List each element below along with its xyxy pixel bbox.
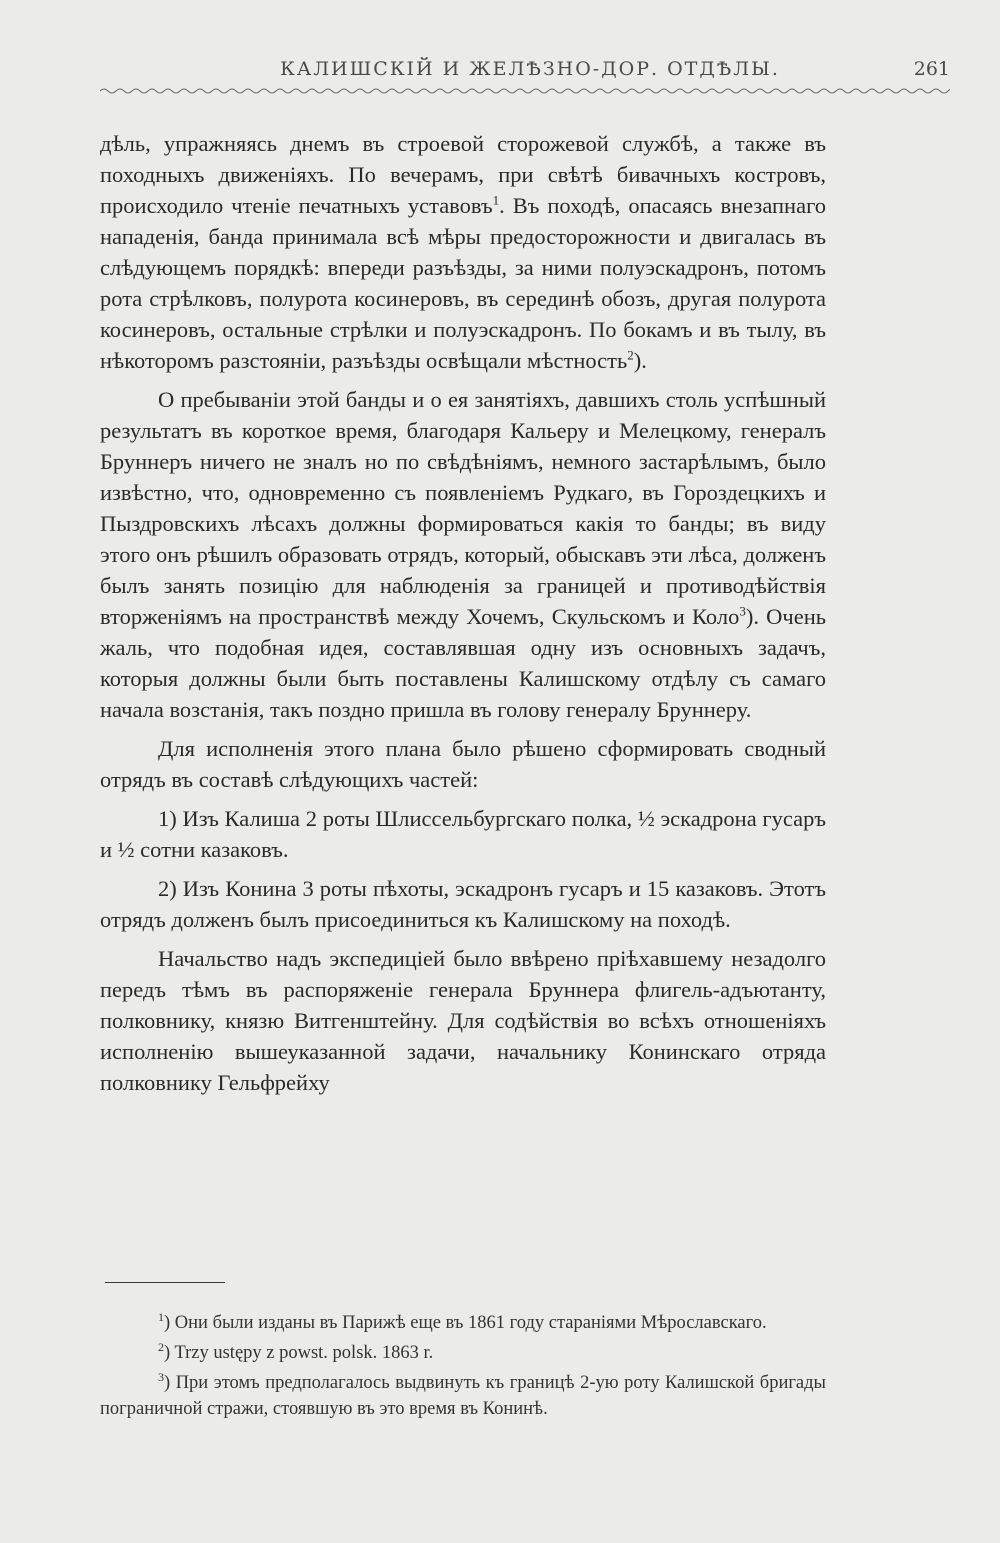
footnote-2-text: ) Trzy ustępy z powst. polsk. 1863 r. [164, 1343, 434, 1363]
paragraph-1-text-end: ). [633, 348, 647, 373]
footnote-divider [105, 1282, 225, 1283]
wavy-rule-ornament [100, 86, 950, 96]
footnote-1 [100, 1310, 826, 1336]
paragraph-2-text: О пребываніи этой банды и о ея занятіяхъ, давшихъ столь успѣшный результатъ въ короткое время, благодаря Кальеру и Мелецкому, генералъ Бруннеръ ничего не зналъ но по свѣдѣніямъ, немного застарѣлымъ, было извѣстно, что, одновременно съ появленіемъ Рудкаго, въ Гороздецкихъ и Пыздровскихъ лѣсахъ должны формироваться какія то банды; въ виду этого онъ рѣшилъ образовать отрядъ, который, обыскавъ эти лѣса, долженъ былъ занять позицію для наблюденія за границей и противодѣйствія вторженіямъ на пространствѣ между Хочемъ, Скульскомъ и Коло [100, 387, 826, 629]
paragraph-2 [100, 384, 826, 725]
footnote-2 [100, 1340, 826, 1366]
paragraph-1-text-cont: . Въ походѣ, опасаясь внезапнаго нападенія, банда принимала всѣ мѣры предосторожности и двигалась въ слѣдующемъ порядкѣ: впереди разъѣзды, за ними полуэскадронъ, потомъ рота стрѣлковъ, полурота косинеровъ, въ серединѣ обозъ, другая полурота косинеровъ, остальные стрѣлки и полуэскадронъ. По бокамъ и въ тылу, въ нѣкоторомъ разстояніи, разъѣзды освѣщали мѣстность [100, 193, 826, 373]
footnote-1-text: ) Они были изданы въ Парижѣ еще въ 1861 году стараніями Мѣрославскаго. [164, 1313, 767, 1333]
paragraph-1 [100, 128, 826, 376]
footnote-ref-3[interactable]: 3 [739, 603, 746, 619]
footnote-3-mark: 3 [158, 1369, 164, 1384]
page-number: 261 [913, 58, 950, 80]
paragraph-2-text-cont: ). Очень жаль, что подобная идея, составлявшая одну изъ основныхъ задачъ, которыя должны были быть поставлены Калишскому отдѣлу съ самаго начала возстанія, такъ поздно пришла въ голову генералу Бруннеру. [100, 604, 826, 722]
paragraph-1-text: дѣль, упражняясь днемъ въ строевой сторожевой службѣ, а также въ походныхъ движеніяхъ. По вечерамъ, при свѣтѣ бивачныхъ костровъ, происходило чтеніе печатныхъ уставовъ [100, 131, 826, 218]
footnote-1-mark: 1 [158, 1309, 164, 1324]
footnote-ref-2[interactable]: 2 [627, 347, 634, 363]
footnote-2-mark: 2 [158, 1339, 164, 1354]
list-item-2: 2) Изъ Конина 3 роты пѣхоты, эскадронъ гусаръ и 15 казаковъ. Этотъ отрядъ долженъ былъ присоединиться къ Калишскому на походѣ. [100, 876, 826, 932]
paragraph-3: Для исполненія этого плана было рѣшено сформировать сводный отрядъ въ составѣ слѣдующихъ частей: [100, 736, 826, 792]
list-item-1: 1) Изъ Калиша 2 роты Шлиссельбургскаго полка, ½ эскадрона гусаръ и ½ сотни казаковъ. [100, 806, 826, 862]
paragraph-4: Начальство надъ экспедиціей было ввѣрено пріѣхавшему незадолго передъ тѣмъ въ распоряженіе генерала Бруннера флигель-адъютанту, полковнику, князю Витгенштейну. Для содѣйствія во всѣхъ отношеніяхъ исполненію вышеуказанной задачи, начальнику Конинскаго отряда полковнику Гельфрейху [100, 946, 826, 1095]
running-head [100, 58, 960, 94]
footnote-3 [100, 1370, 826, 1422]
main-text [100, 128, 826, 1106]
running-title: КАЛИШСКІЙ И ЖЕЛѢЗНО-ДОР. ОТДѢЛЫ. [280, 58, 780, 80]
footnote-ref-1[interactable]: 1 [492, 192, 500, 208]
footnote-3-text: ) При этомъ предполагалось выдвинуть къ границѣ 2-ую роту Калишской бригады пограничной стражи, стоявшую въ это время въ Конинѣ. [100, 1373, 826, 1419]
footnotes [100, 1310, 826, 1426]
